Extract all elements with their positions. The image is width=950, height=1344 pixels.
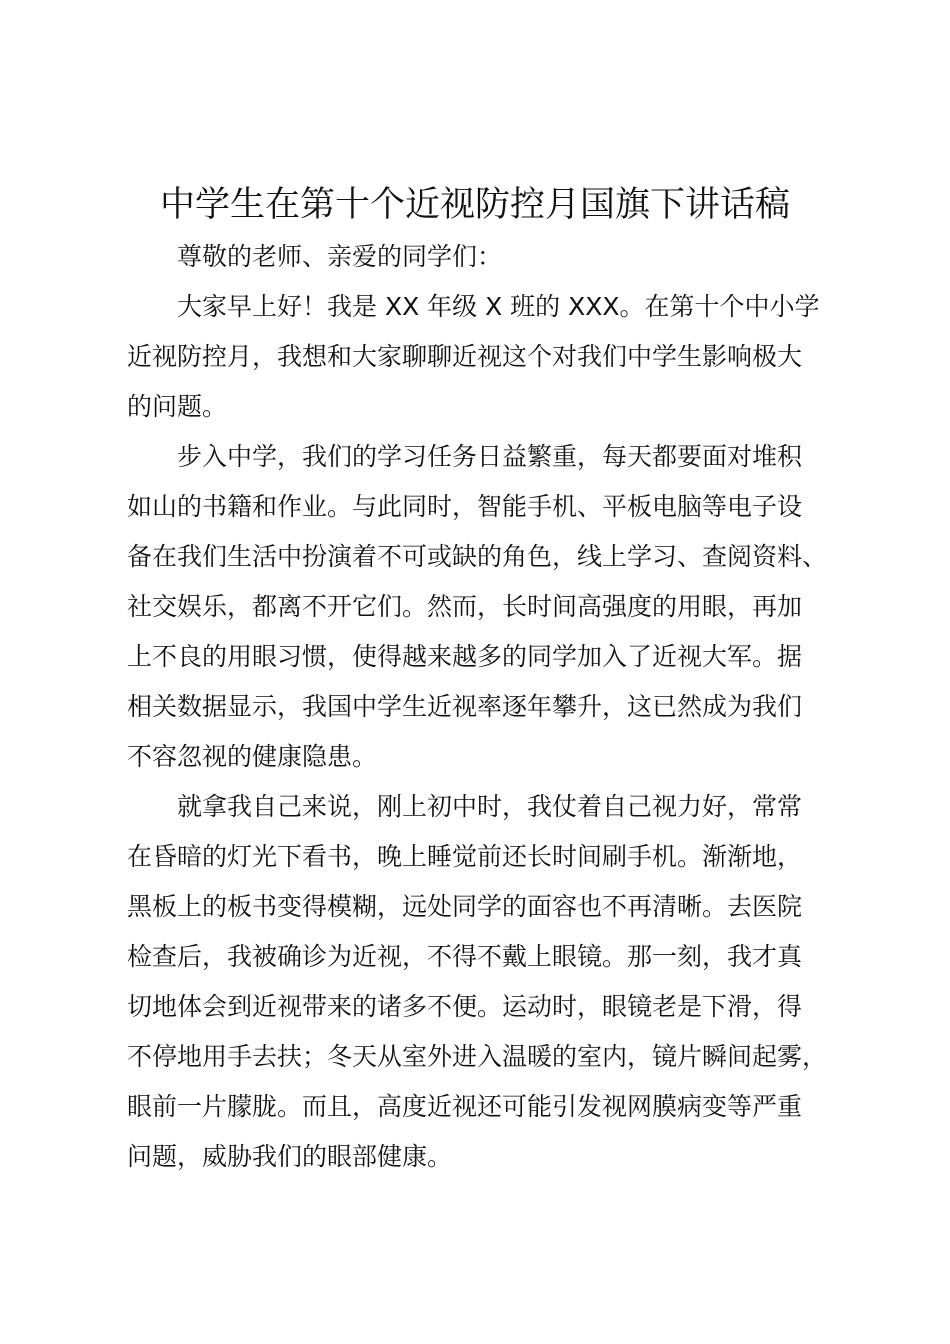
paragraph-line: 大家早上好！我是 XX 年级 X 班的 XXX。在第十个中小学 xyxy=(177,292,820,321)
paragraph-line: 在昏暗的灯光下看书，晚上睡觉前还长时间刷手机。渐渐地， xyxy=(127,842,803,871)
paragraph-line: 近视防控月，我想和大家聊聊近视这个对我们中学生影响极大 xyxy=(127,342,803,371)
paragraph-line: 不容忽视的健康隐患。 xyxy=(127,742,378,771)
paragraph-line: 备在我们生活中扮演着不可或缺的角色，线上学习、查阅资料、 xyxy=(127,542,828,571)
paragraph-line: 问题，威胁我们的眼部健康。 xyxy=(127,1142,453,1171)
paragraph-3 xyxy=(127,782,857,1182)
paragraph-line: 社交娱乐，都离不开它们。然而，长时间高强度的用眼，再加 xyxy=(127,592,803,621)
paragraph-line: 的问题。 xyxy=(127,392,228,421)
document-title: 中学生在第十个近视防控月国旗下讲话稿 xyxy=(159,185,790,225)
paragraph-2 xyxy=(127,432,857,782)
paragraph-line: 眼前一片朦胧。而且，高度近视还可能引发视网膜病变等严重 xyxy=(127,1092,803,1121)
document-body xyxy=(127,232,857,1182)
paragraph-line: 切地体会到近视带来的诸多不便。运动时，眼镜老是下滑，得 xyxy=(127,992,803,1021)
paragraph-line: 不停地用手去扶；冬天从室外进入温暖的室内，镜片瞬间起雾， xyxy=(127,1042,828,1071)
paragraph-line: 如山的书籍和作业。与此同时，智能手机、平板电脑等电子设 xyxy=(127,492,803,521)
paragraph-line: 就拿我自己来说，刚上初中时，我仗着自己视力好，常常 xyxy=(177,792,803,821)
paragraph-line: 步入中学，我们的学习任务日益繁重，每天都要面对堆积 xyxy=(177,442,803,471)
paragraph-1 xyxy=(127,282,857,432)
paragraph-line: 检查后，我被确诊为近视，不得不戴上眼镜。那一刻，我才真 xyxy=(127,942,803,971)
paragraph-line: 相关数据显示，我国中学生近视率逐年攀升，这已然成为我们 xyxy=(127,692,803,721)
greeting-line: 尊敬的老师、亲爱的同学们： xyxy=(177,242,503,271)
paragraph-line: 上不良的用眼习惯，使得越来越多的同学加入了近视大军。据 xyxy=(127,642,803,671)
paragraph-line: 黑板上的板书变得模糊，远处同学的面容也不再清晰。去医院 xyxy=(127,892,803,921)
